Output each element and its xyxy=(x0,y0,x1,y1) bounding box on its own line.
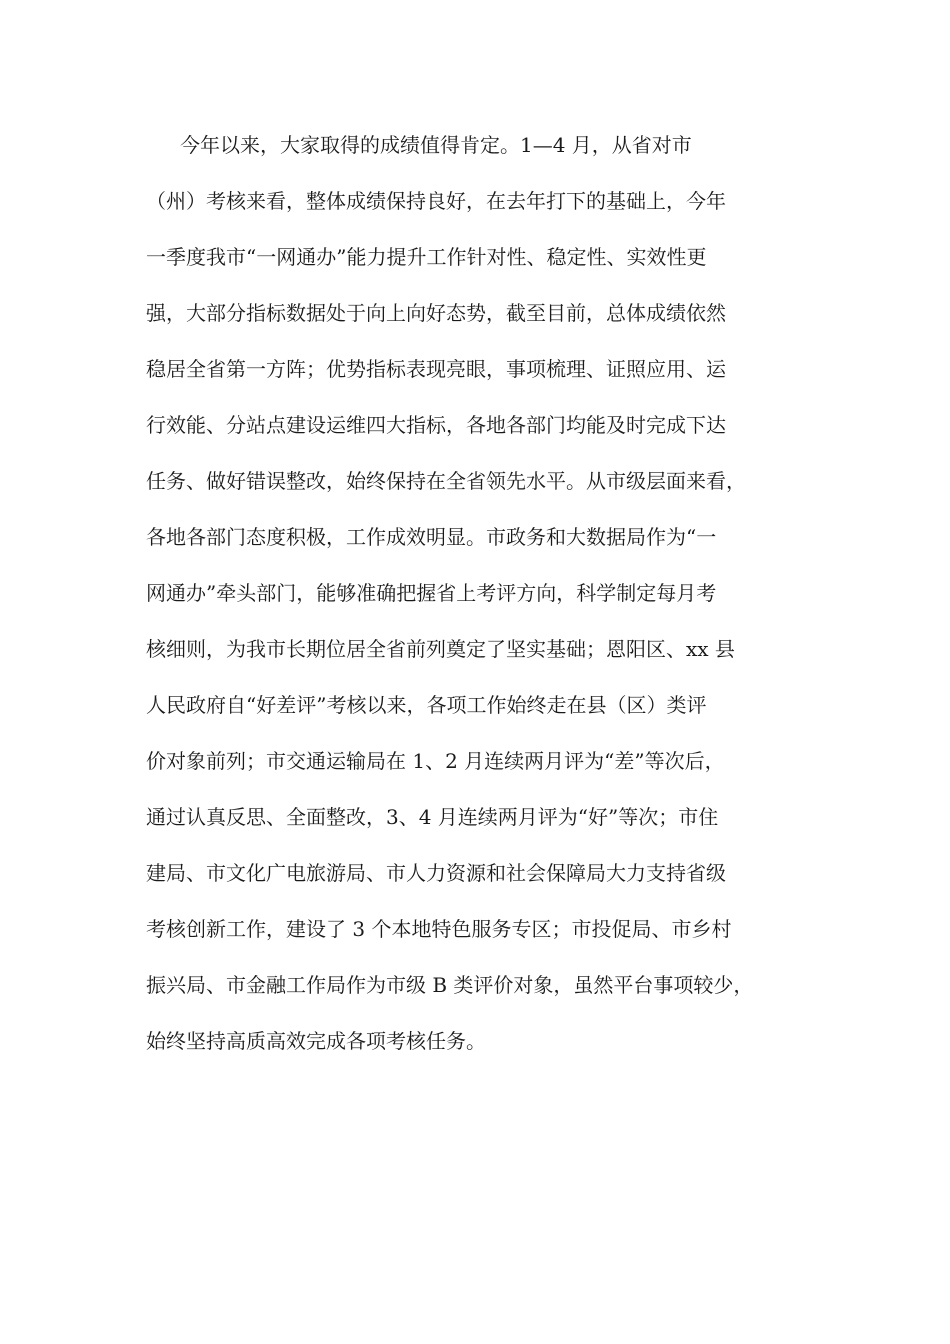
paragraph-line: 任务、做好错误整改，始终保持在全省领先水平。从市级层面来看， xyxy=(146,469,746,493)
paragraph-line: （州）考核来看，整体成绩保持良好，在去年打下的基础上，今年 xyxy=(146,189,726,213)
paragraph-line: 建局、市文化广电旅游局、市人力资源和社会保障局大力支持省级 xyxy=(146,861,726,885)
paragraph-line: 考核创新工作，建设了 3 个本地特色服务专区；市投促局、市乡村 xyxy=(146,917,732,941)
paragraph-line: 各地各部门态度积极，工作成效明显。市政务和大数据局作为“一 xyxy=(146,525,717,549)
paragraph-line: 振兴局、市金融工作局作为市级 B 类评价对象，虽然平台事项较少， xyxy=(146,973,754,997)
paragraph-line: 人民政府自“好差评”考核以来，各项工作始终走在县（区）类评 xyxy=(146,693,707,717)
paragraph-line: 今年以来，大家取得的成绩值得肯定。1—4 月，从省对市 xyxy=(180,133,692,157)
paragraph-line: 网通办”牵头部门，能够准确把握省上考评方向，科学制定每月考 xyxy=(146,581,717,605)
paragraph-line: 稳居全省第一方阵；优势指标表现亮眼，事项梳理、证照应用、运 xyxy=(146,357,726,381)
paragraph-line: 价对象前列；市交通运输局在 1、2 月连续两月评为“差”等次后， xyxy=(146,749,725,773)
paragraph-line: 强，大部分指标数据处于向上向好态势，截至目前，总体成绩依然 xyxy=(146,301,726,325)
paragraph-line: 始终坚持高质高效完成各项考核任务。 xyxy=(146,1029,486,1053)
paragraph-line: 一季度我市“一网通办”能力提升工作针对性、稳定性、实效性更 xyxy=(146,245,707,269)
paragraph-line: 行效能、分站点建设运维四大指标，各地各部门均能及时完成下达 xyxy=(146,413,726,437)
paragraph-line: 核细则，为我市长期位居全省前列奠定了坚实基础；恩阳区、xx 县 xyxy=(146,637,735,661)
paragraph-line: 通过认真反思、全面整改，3、4 月连续两月评为“好”等次；市住 xyxy=(146,805,719,829)
